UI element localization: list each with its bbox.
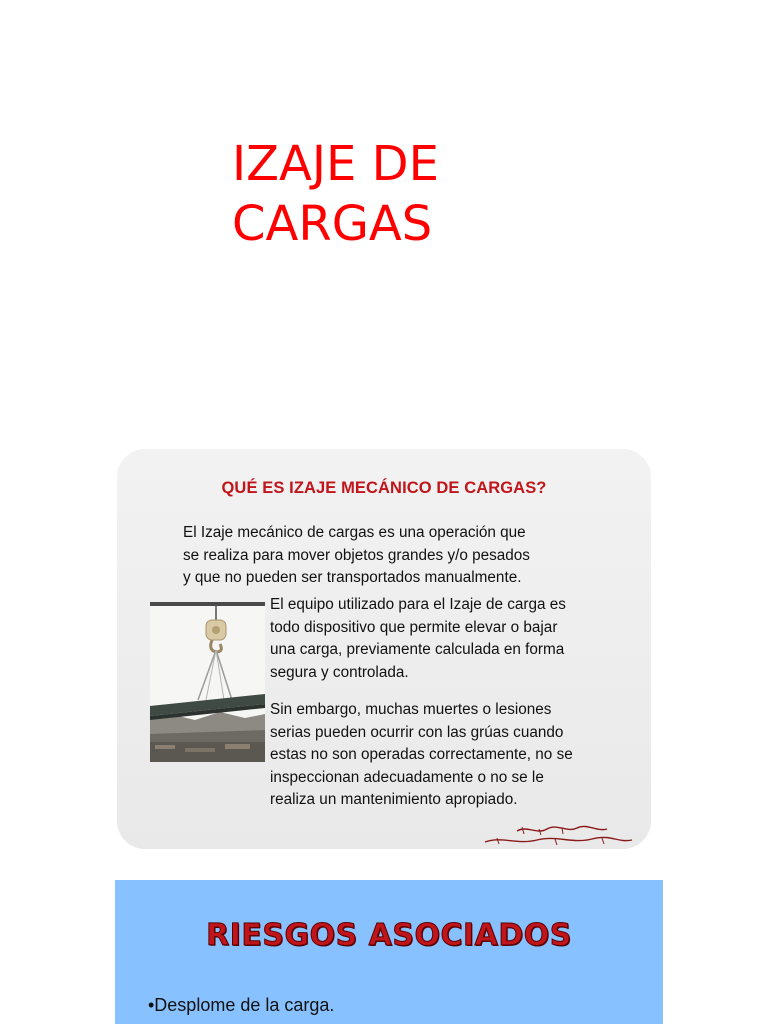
paragraph-line: estas no son operadas correctamente, no se [270,746,573,763]
definition-heading: QUÉ ES IZAJE MECÁNICO DE CARGAS? [221,479,547,497]
crane-hook-photo [150,602,265,762]
definition-intro [183,522,633,590]
risks-heading: RIESGOS ASOCIADOS [206,918,572,953]
risks-slide-image [115,880,663,1024]
page-title [232,134,562,254]
author-signature [477,823,637,847]
crane-hook-illustration [150,602,265,762]
paragraph-line: una carga, previamente calculada en forma [270,641,565,658]
list-item: •Desplome de la carga. [148,995,335,1015]
paragraph-line: serias pueden ocurrir con las grúas cuando [270,723,564,741]
risk-paragraph [270,699,650,812]
paragraph-line: El equipo utilizado para el Izaje de carga es [270,596,566,613]
definition-slide-image [117,449,651,849]
equipment-paragraph [270,594,650,684]
risks-list [148,995,334,1016]
paragraph-line: todo dispositivo que permite elevar o bajar [270,618,558,636]
page-title-line-1: IZAJE DE [232,136,439,192]
paragraph-line: inspeccionan adecuadamente o no se le [270,768,544,786]
intro-line: y que no pueden ser transportados manualmente. [183,569,522,586]
page-title-line-2: CARGAS [232,196,433,252]
intro-line: se realiza para mover objetos grandes y/o pesados [183,546,530,564]
intro-line: El Izaje mecánico de cargas es una operación que [183,524,526,541]
paragraph-line: segura y controlada. [270,663,409,681]
paragraph-line: Sin embargo, muchas muertes o lesiones [270,701,552,718]
paragraph-line: realiza un mantenimiento apropiado. [270,791,518,808]
